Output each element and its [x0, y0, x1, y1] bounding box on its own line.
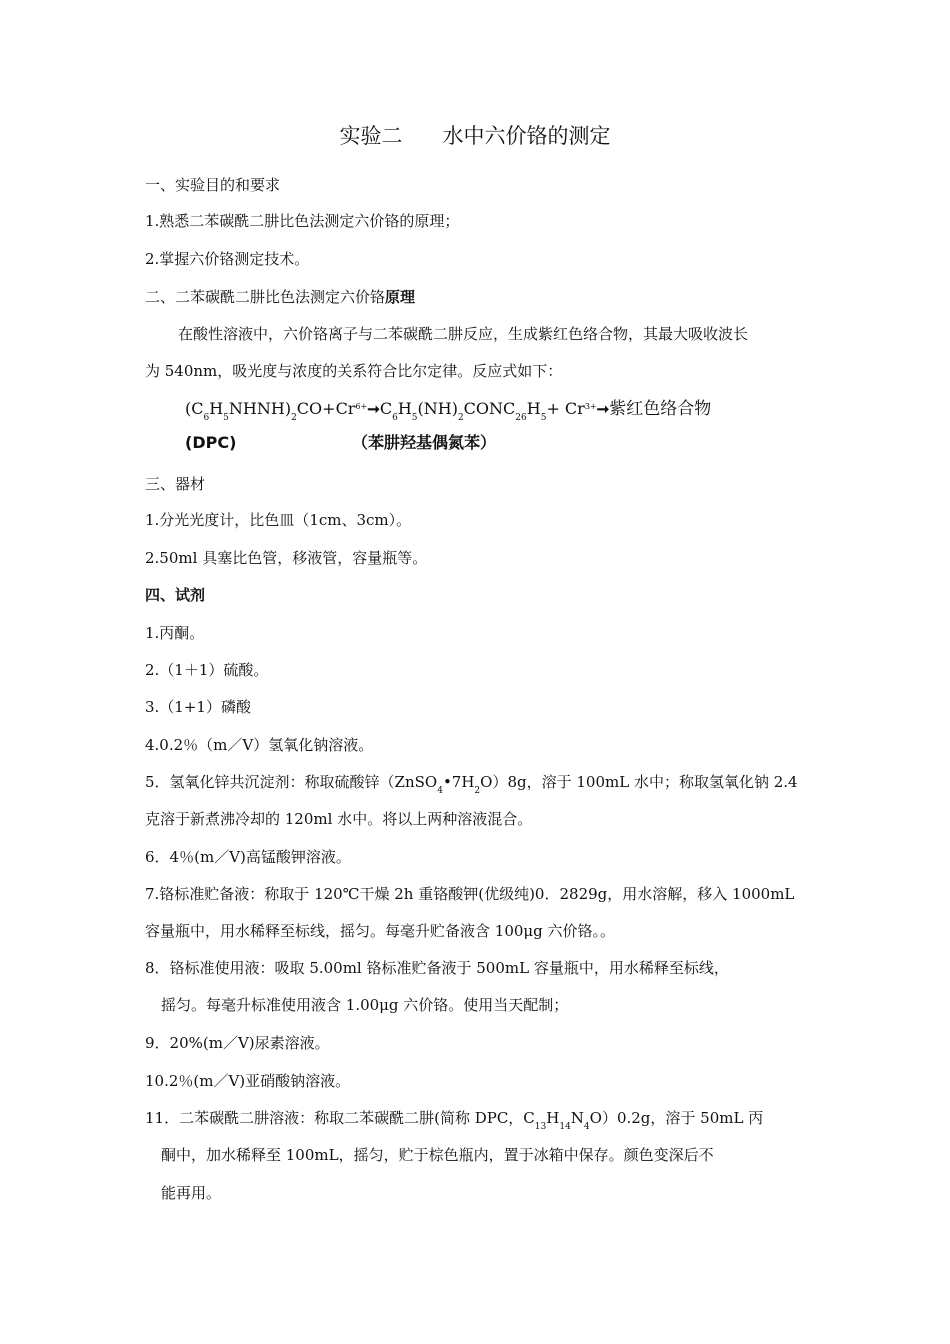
reagent-item-11-line-1: [145, 1108, 763, 1137]
equipment-item-2: 2.50ml 具塞比色管，移液管，容量瓶等。: [145, 549, 428, 567]
reagent-item-8-line-2: 摇匀。每毫升标准使用液含 1.00μg 六价铬。使用当天配制；: [161, 996, 569, 1014]
reagent-item-7-line-2: 容量瓶中，用水稀释至标线，摇匀。每毫升贮备液含 100μg 六价铬。。: [145, 922, 616, 940]
reagent-item-11-line-3: 能再用。: [161, 1184, 222, 1202]
reagent-item-7-line-1: 7.铬标准贮备液：称取于 120℃干燥 2h 重铬酸钾(优级纯)0．2829g，用水溶解，移入 1000mL: [145, 885, 795, 903]
reagent-5-text: O）8g，溶于 100mL 水中；称取氢氧化钠 2.4: [480, 773, 798, 791]
reaction-equation: [185, 396, 711, 429]
reagent-5-text: 5．氢氧化锌共沉淀剂：称取硫酸锌（ZnSO: [145, 773, 438, 791]
reagent-item-2: 2.（1＋1）硫酸。: [145, 661, 269, 679]
reaction-arrow-icon: ➞: [367, 400, 380, 418]
reagent-11-subscript: 14: [559, 1122, 571, 1132]
reagent-item-8-line-1: 8．铬标准使用液：吸取 5.00ml 铬标准贮备液于 500mL 容量瓶中，用水稀释至标线，: [145, 959, 729, 977]
reagent-11-text: N: [570, 1109, 584, 1127]
eq-subscript: 2: [291, 413, 297, 423]
reagent-5-text: •7H: [442, 773, 475, 791]
reagent-11-subscript: 13: [534, 1122, 547, 1132]
eq-superscript: 6+: [355, 402, 368, 411]
section-2-heading-text: 二、二苯碳酰二肼比色法测定六价铬: [145, 288, 386, 306]
eq-part: (C: [185, 399, 204, 418]
equipment-item-1: 1.分光光度计，比色皿（1cm、3cm）。: [145, 511, 412, 529]
eq-subscript: 5: [223, 413, 229, 423]
eq-part: CO+Cr: [296, 399, 356, 418]
reagent-item-11-line-2: 酮中，加水稀释至 100mL，摇匀，贮于棕色瓶内，置于冰箱中保存。颜色变深后不: [161, 1146, 714, 1164]
reagent-11-text: H: [546, 1109, 560, 1127]
azo-product-label: （苯肼羟基偶氮苯）: [352, 433, 497, 452]
eq-subscript: 2: [515, 413, 522, 423]
reaction-arrow-icon: ➞: [596, 400, 610, 418]
reagent-item-1: 1.丙酮。: [145, 624, 205, 642]
eq-subscript: 6: [392, 413, 398, 423]
eq-subscript: 5: [540, 413, 547, 423]
reagent-5-subscript: 2: [474, 786, 481, 796]
eq-part: H: [397, 399, 412, 418]
eq-subscript: 6: [521, 413, 527, 423]
reagent-item-10: 10.2％(m／V)亚硝酸钠溶液。: [145, 1072, 351, 1090]
section-2-heading-bold: 原理: [385, 288, 416, 306]
eq-subscript: 2: [457, 413, 464, 423]
reagent-11-text: O）0.2g，溶于 50mL 丙: [589, 1109, 764, 1127]
objective-item-2: 2.掌握六价铬测定技术。: [145, 250, 310, 268]
section-1-heading: 一、实验目的和要求: [145, 176, 281, 194]
reagent-item-9: 9．20%(m／V)尿素溶液。: [145, 1034, 330, 1052]
eq-part: + Cr: [546, 399, 585, 418]
reagent-11-text: 11．二苯碳酰二肼溶液：称取二苯碳酰二肼(简称 DPC，C: [145, 1109, 535, 1127]
eq-subscript: 6: [203, 413, 210, 423]
reagent-item-3: 3.（1+1）磷酸: [145, 698, 251, 716]
eq-part: CONC: [463, 399, 516, 418]
eq-part: (NH): [417, 399, 458, 418]
eq-part: H: [209, 399, 224, 418]
principle-paragraph-line-2: 为 540nm，吸光度与浓度的关系符合比尔定律。反应式如下：: [145, 362, 563, 380]
section-3-heading: 三、器材: [145, 475, 206, 493]
section-2-heading: [145, 287, 415, 307]
eq-product: 紫红色络合物: [609, 399, 712, 419]
eq-part: C: [379, 399, 393, 418]
principle-paragraph-line-1: 在酸性溶液中，六价铬离子与二苯碳酰二肼反应，生成紫红色络合物，其最大吸收波长: [178, 325, 749, 343]
eq-part: H: [526, 399, 541, 418]
eq-subscript: 5: [411, 413, 418, 423]
reagent-item-4: 4.0.2％（m／V）氢氧化钠溶液。: [145, 736, 374, 754]
reagent-item-6: 6．4％(m／V)高锰酸钾溶液。: [145, 848, 351, 866]
page-title: 实验二 水中六价铬的测定: [339, 124, 611, 148]
eq-superscript: 3+: [584, 402, 597, 411]
reagent-11-subscript: 4: [583, 1122, 590, 1132]
reagent-item-5-line-1: [145, 772, 798, 801]
dpc-label: (DPC): [185, 433, 237, 452]
reagent-5-subscript: 4: [437, 786, 443, 796]
objective-item-1: 1.熟悉二苯碳酰二肼比色法测定六价铬的原理；: [145, 212, 460, 230]
reagent-item-5-line-2: 克溶于新煮沸冷却的 120ml 水中。将以上两种溶液混合。: [145, 810, 533, 828]
eq-part: NHNH): [228, 399, 292, 418]
section-4-heading: 四、试剂: [145, 586, 206, 604]
